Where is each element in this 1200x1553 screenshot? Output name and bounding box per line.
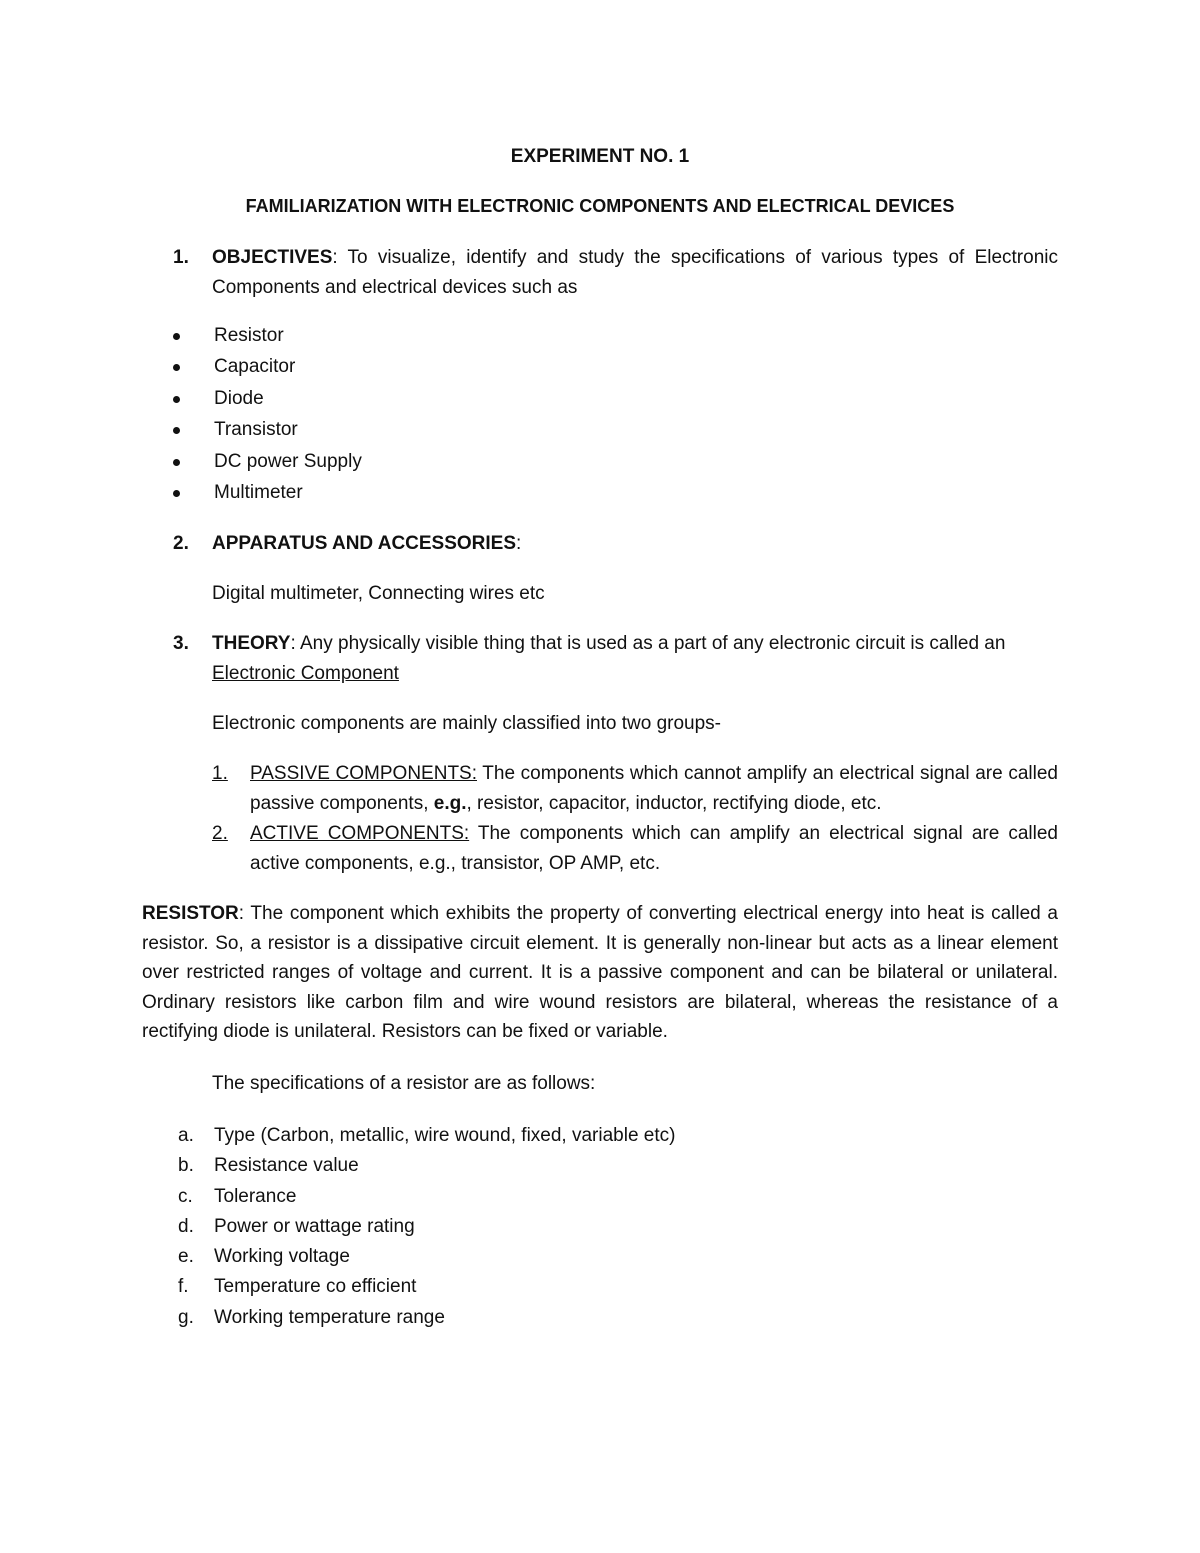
objectives-label: OBJECTIVES	[212, 247, 333, 268]
section-2-apparatus	[212, 529, 1058, 559]
bullet-item	[173, 353, 773, 384]
electronic-component-term: Electronic Component	[212, 663, 399, 684]
apparatus-label: APPARATUS AND ACCESSORIES	[212, 533, 517, 554]
bullet-icon	[173, 490, 180, 497]
list-marker: b.	[178, 1155, 194, 1177]
list-item	[178, 1304, 778, 1334]
bullet-item	[173, 385, 773, 416]
objectives-text: : To visualize, identify and study the specifications of various types of Electronic Components and electrical devices such as	[212, 247, 1058, 298]
bullet-text: Capacitor	[214, 356, 296, 378]
passive-text-2: , resistor, capacitor, inductor, rectifying diode, etc.	[466, 793, 882, 814]
section-1-number: 1.	[173, 247, 189, 268]
bullet-icon	[173, 333, 180, 340]
list-item	[178, 1243, 778, 1273]
section-1-objectives	[212, 243, 1058, 303]
resistor-spec-list	[178, 1122, 778, 1334]
passive-eg: e.g.	[433, 793, 467, 814]
active-body	[250, 819, 1058, 879]
list-text: Working voltage	[214, 1246, 350, 1268]
list-marker: c.	[178, 1185, 193, 1207]
bullet-text: Resistor	[214, 325, 284, 346]
section-3-theory	[212, 629, 1058, 659]
list-item	[178, 1152, 778, 1182]
list-text: Tolerance	[214, 1185, 297, 1207]
list-marker: e.	[178, 1246, 194, 1268]
bullet-text: DC power Supply	[214, 450, 362, 472]
list-marker: a.	[178, 1125, 194, 1146]
theory-term-line	[212, 659, 1058, 689]
list-item	[178, 1122, 778, 1152]
list-text: Resistance value	[214, 1155, 359, 1177]
bullet-text: Diode	[214, 387, 264, 409]
resistor-label: RESISTOR	[142, 903, 239, 924]
spec-intro: The specifications of a resistor are as follows:	[212, 1073, 596, 1094]
active-text: The components which can amplify an electrical signal are called active components, e.g., transistor, OP AMP, etc.	[250, 823, 1059, 874]
bullet-icon	[173, 459, 180, 466]
list-item	[178, 1273, 778, 1303]
list-text: Type (Carbon, metallic, wire wound, fixed, variable etc)	[214, 1125, 676, 1146]
list-item	[178, 1213, 778, 1243]
bullet-text: Transistor	[214, 419, 298, 441]
passive-label: PASSIVE COMPONENTS:	[250, 763, 477, 784]
bullet-item	[173, 416, 773, 447]
list-marker: f.	[178, 1276, 189, 1298]
theory-label: THEORY	[212, 633, 291, 654]
list-text: Temperature co efficient	[214, 1276, 417, 1298]
theory-text: : Any physically visible thing that is used as a part of any electronic circuit is called an	[290, 633, 1006, 654]
list-text: Working temperature range	[214, 1306, 445, 1328]
bullet-text: Multimeter	[214, 481, 303, 503]
list-text: Power or wattage rating	[214, 1215, 415, 1237]
passive-text-1: The components which cannot amplify an electrical signal are called passive components,	[250, 763, 1058, 814]
resistor-paragraph	[142, 899, 1058, 1047]
apparatus-colon: :	[516, 533, 522, 554]
passive-body	[250, 759, 1058, 819]
passive-number: 1.	[212, 763, 228, 784]
list-marker: g.	[178, 1306, 194, 1328]
section-2-number: 2.	[173, 533, 189, 554]
objectives-bullet-list	[173, 322, 773, 510]
apparatus-text: Digital multimeter, Connecting wires etc	[212, 583, 545, 604]
section-3-number: 3.	[173, 633, 189, 654]
experiment-subtitle: FAMILIARIZATION WITH ELECTRONIC COMPONENTS AND ELECTRICAL DEVICES	[245, 196, 955, 216]
active-number: 2.	[212, 823, 228, 844]
bullet-item	[173, 479, 773, 510]
list-marker: d.	[178, 1215, 194, 1237]
list-item	[178, 1183, 778, 1213]
active-label: ACTIVE COMPONENTS:	[250, 823, 470, 844]
bullet-item	[173, 322, 773, 353]
resistor-text: : The component which exhibits the property of converting electrical energy into heat is called a resistor. So, a resistor is a dissipative circuit element. It is generally non-linear but acts as a linear element over restricted ranges of voltage and current. It is a passive component and can be bilateral or unilateral. Ordinary resistors like carbon film and wire wound resistors are bilateral, whereas the resistance of a rectifying diode is unilateral. Resistors can be fixed or variable.	[142, 903, 1058, 1043]
experiment-title: EXPERIMENT NO. 1	[510, 146, 690, 167]
groups-intro: Electronic components are mainly classified into two groups-	[212, 713, 722, 734]
bullet-icon	[173, 427, 180, 434]
bullet-icon	[173, 396, 180, 403]
bullet-item	[173, 448, 773, 479]
bullet-icon	[173, 364, 180, 371]
